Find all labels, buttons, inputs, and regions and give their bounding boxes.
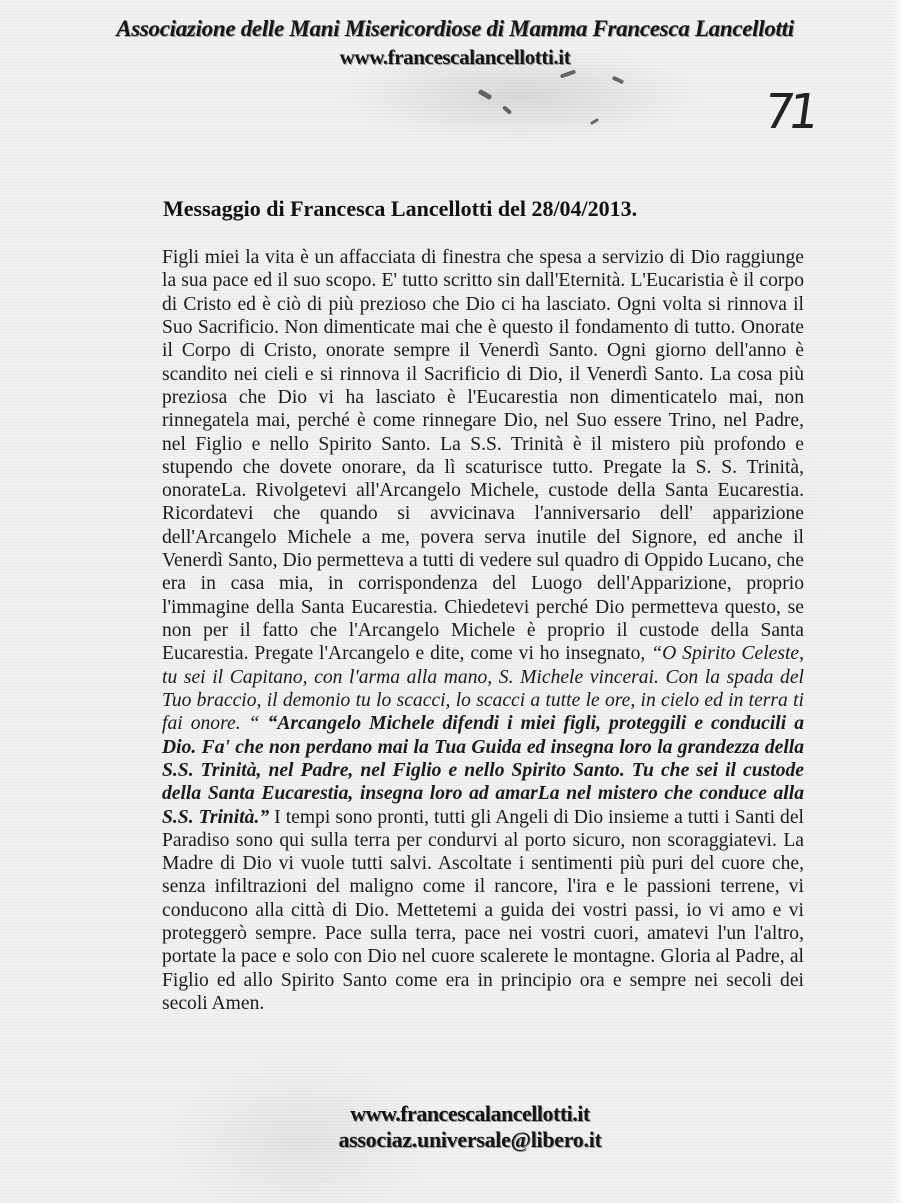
association-name-header: Associazione delle Mani Misericordiose di Mamma Francesca Lancellotti bbox=[116, 16, 794, 41]
header-website: www.francescalancellotti.it bbox=[339, 45, 571, 69]
prayer-italic: “O Spirito Celeste, tu sei il Capitano, con l'arma alla mano, S. Michele vincerai. Con la spada del Tuo braccio, il demonio tu lo scacci, lo scacci a tutte le ore, in cielo ed in terra ti fai onore. “ bbox=[162, 643, 804, 735]
message-title: Messaggio di Francesca Lancellotti del 28/04/2013. bbox=[163, 196, 638, 221]
prayer-bold: “Arcangelo Michele difendi i miei figli, proteggili e conducili a Dio. Fa' che non perdano mai la Tua Guida ed insegna loro la grandezza della S.S. Trinità, nel Padre, nel Figlio e nello Spirito Santo. Tu che sei il custode della Santa Eucarestia, insegna loro ad amarLa nel mistero che conduce alla S.S. Trinità.” bbox=[162, 713, 804, 828]
footer-email: associaz.universale@libero.it bbox=[338, 1127, 602, 1152]
scan-edge bbox=[893, 0, 909, 1203]
handwritten-page-number: 71 bbox=[760, 84, 818, 140]
message-text-part1: Figli miei la vita è un affacciata di finestra che spesa a servizio di Dio raggiunge la sua pace ed il suo scopo. E' tutto scritto sin dall'Eternità. L'Eucaristia è il corpo di Cristo ed è ciò di più prezioso che Dio ci ha lasciato. Ogni volta si rinnova il Suo Sacrificio. Non dimenticate mai che è questo il fondamento di tutto. Onorate il Corpo di Cristo, onorate sempre il Venerdì Santo. Ogni giorno dell'anno è scandito nei cieli e si rinnova il Sacrificio di Dio, il Venerdì Santo. La cosa più preziosa che Dio vi ha lasciato è l'Eucarestia non dimenticatelo mai, non rinnegatela mai, perché è come rinnegare Dio, nel Suo essere Trino, nel Padre, nel Figlio e nello Spirito Santo. La S.S. Trinità è il mistero più profondo e stupendo che dovete onorare, da lì scaturisce tutto. Pregate la S. S. Trinità, onorateLa. Rivolgetevi all'Arcangelo Michele, custode della Santa Eucarestia. Ricordatevi che quando si avvicinava l'anniversario dell' apparizione dell'Arcangelo Michele a me, povera serva inutile del Signore, ed anche il Venerdì Santo, Dio permetteva a tutti di vedere sul quadro di Oppido Lucano, che era in casa mia, in corrispondenza del Luogo dell'Apparizione, proprio l'immagine della Santa Eucarestia. Chiedetevi perché Dio permetteva questo, se non per il fatto che l'Arcangelo Michele è proprio il custode della Santa Eucarestia. Pregate l'Arcangelo e dite, come vi ho insegnato, bbox=[162, 247, 804, 665]
message-text-part2: I tempi sono pronti, tutti gli Angeli di Dio insieme a tutti i Santi del Paradiso sono qui sulla terra per condurvi al porto sicuro, non scoraggiatevi. La Madre di Dio vi vuole tutti salvi. Ascoltate i sentimenti più puri del cuore che, senza infiltrazioni del maligno come il rancore, l'ira e le passioni terrene, vi conducono alla città di Dio. Mettetemi a guida dei vostri passi, io vi amo e vi proteggerò sempre. Pace sulla terra, pace nei vostri cuori, amatevi l'un l'altro, portate la pace e solo con Dio nel cuore scalerete le montagne. Gloria al Padre, al Figlio ed allo Spirito Santo come era in principio ora e sempre nei secoli dei secoli Amen. bbox=[162, 806, 804, 1014]
message-body bbox=[162, 246, 804, 1015]
footer-website: www.francescalancellotti.it bbox=[350, 1101, 590, 1126]
